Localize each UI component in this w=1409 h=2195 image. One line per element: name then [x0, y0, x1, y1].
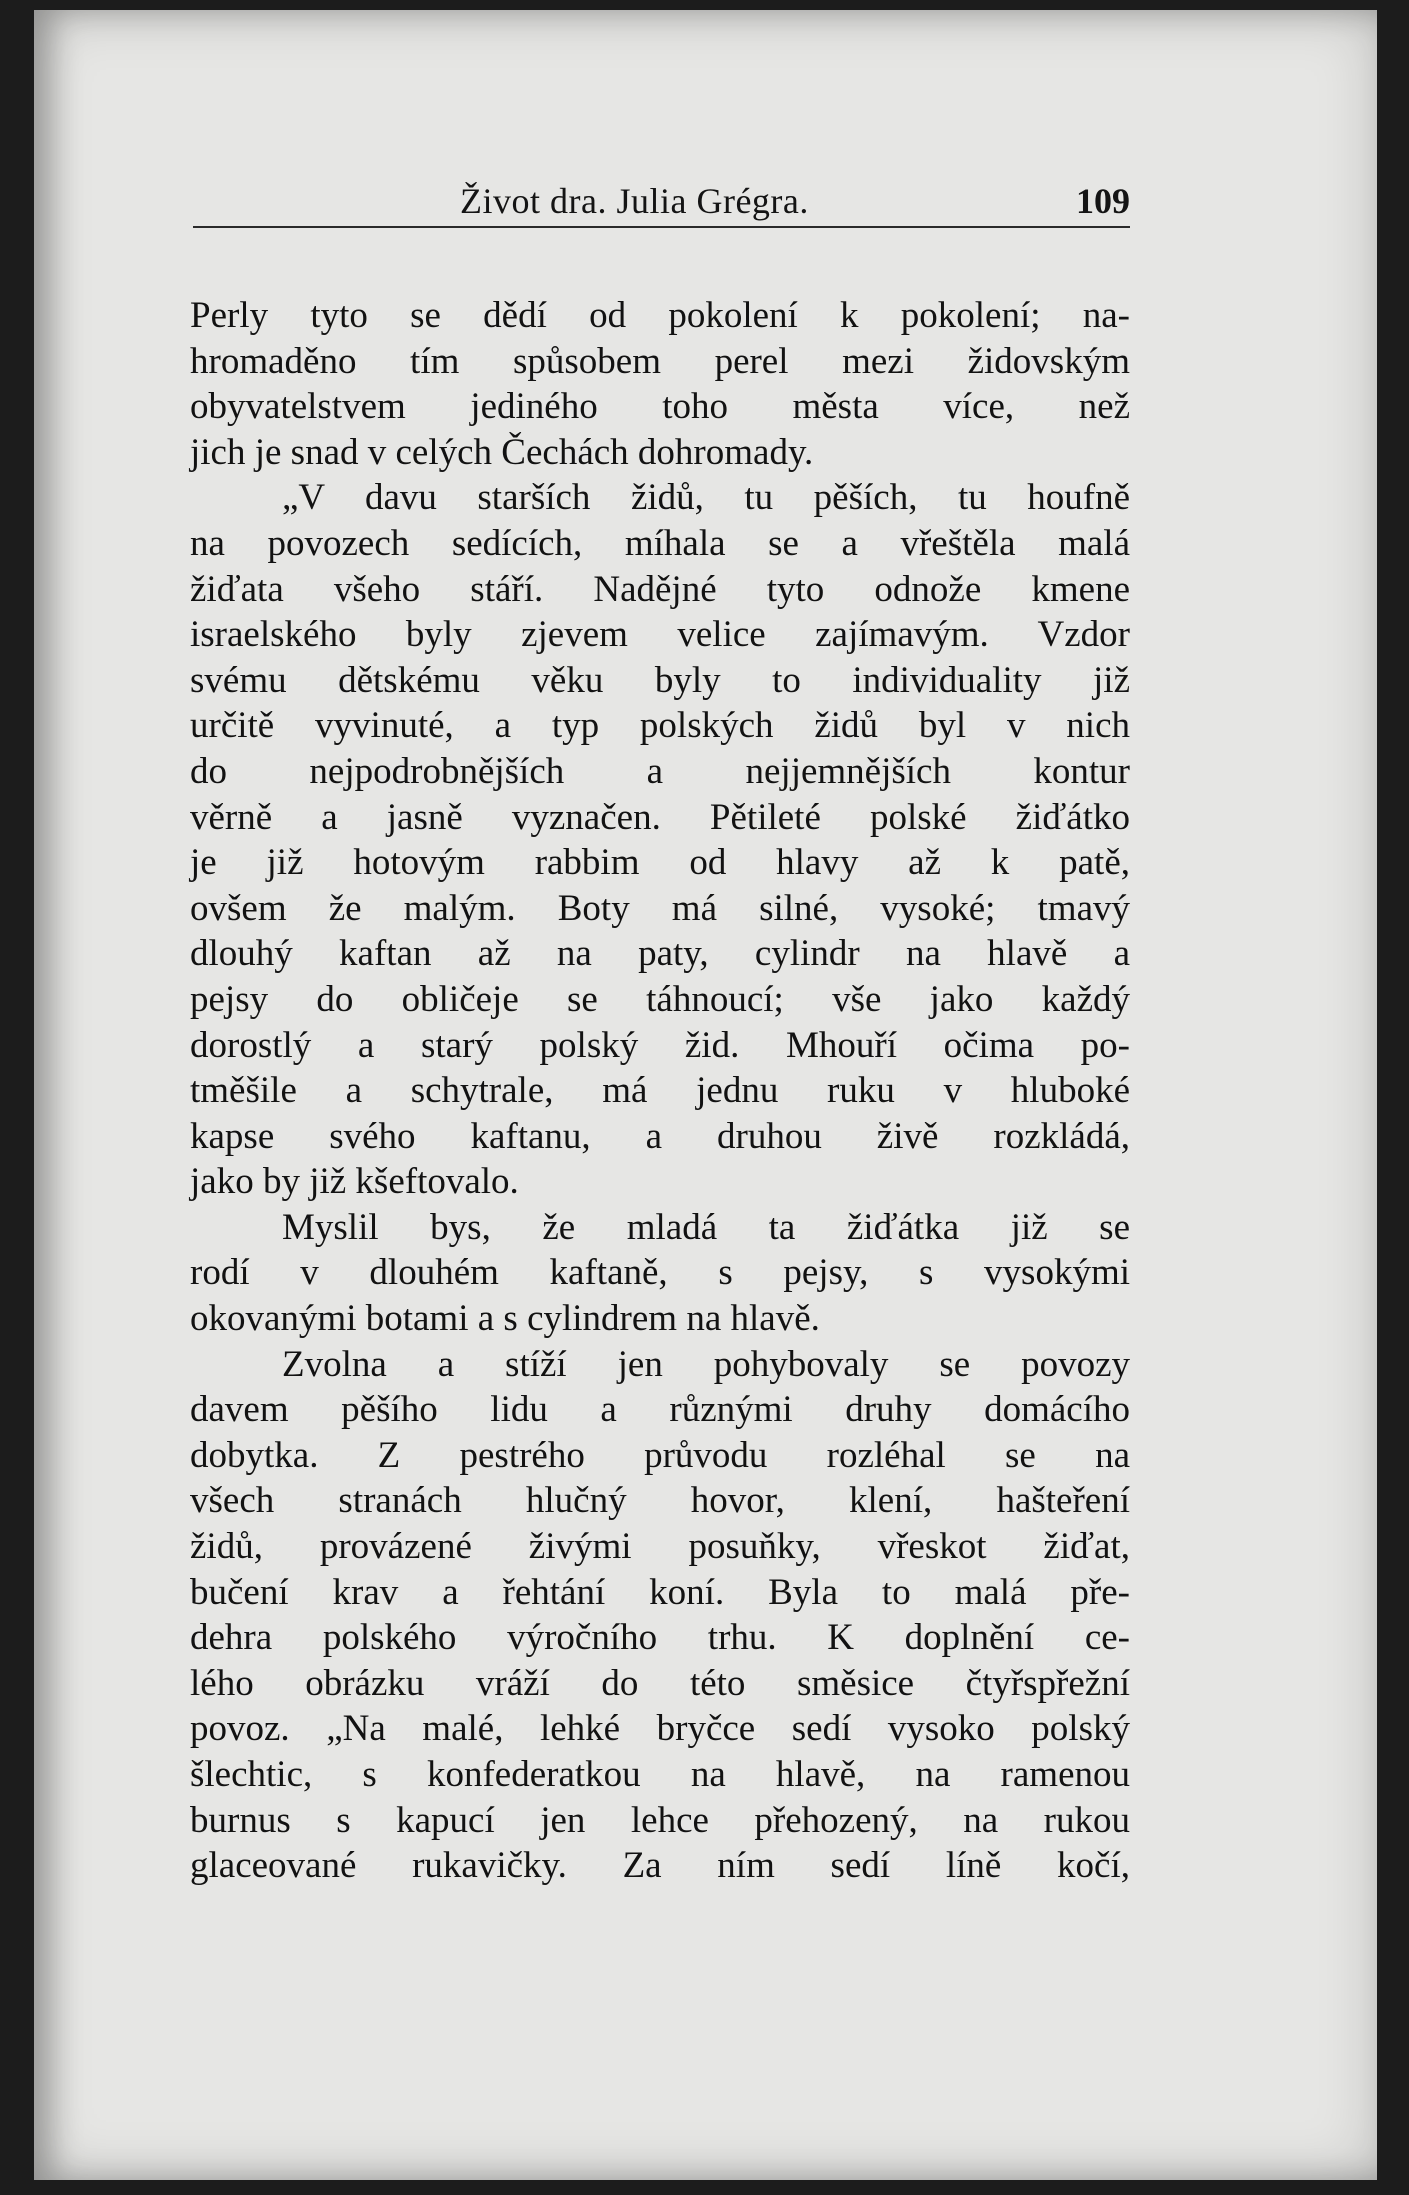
- text-line: dehra polského výročního trhu. K doplnění ce-: [190, 1617, 1130, 1659]
- text-line: je již hotovým rabbim od hlavy až k patě,: [190, 842, 1130, 884]
- text-line: lého obrázku vráží do této směsice čtyřspřežní: [190, 1662, 1130, 1704]
- text-line: tměšile a schytrale, má jednu ruku v hluboké: [190, 1070, 1130, 1112]
- body-text: [190, 293, 1130, 1889]
- running-head: [190, 180, 1130, 228]
- text-line: všech stranách hlučný hovor, klení, hašteření: [190, 1480, 1130, 1522]
- text-line: šlechtic, s konfederatkou na hlavě, na ramenou: [190, 1754, 1130, 1795]
- text-line: okovanými botami a s cylindrem na hlavě.: [190, 1298, 820, 1340]
- text-line: rodí v dlouhém kaftaně, s pejsy, s vysokými: [190, 1252, 1130, 1294]
- text-line: glaceované rukavičky. Za ním sedí líně kočí,: [190, 1845, 1130, 1887]
- text-line: Myslil bys, že mladá ta žiďátka již se: [282, 1206, 1130, 1248]
- text-line: israelského byly zjevem velice zajímavým. Vzdor: [190, 614, 1130, 656]
- text-line: bučení krav a řehtání koní. Byla to malá pře-: [190, 1571, 1130, 1613]
- text-line: dobytka. Z pestrého průvodu rozléhal se na: [190, 1434, 1130, 1476]
- header-rule: [193, 226, 1130, 228]
- text-line: jako by již kšeftovalo.: [190, 1161, 519, 1203]
- text-line: pejsy do obličeje se táhnoucí; vše jako každý: [190, 978, 1130, 1020]
- text-line: kapse svého kaftanu, a druhou živě rozkládá,: [190, 1115, 1130, 1157]
- text-line: jich je snad v celých Čechách dohromady.: [190, 431, 814, 473]
- text-line: hromaděno tím spůsobem perel mezi židovským: [190, 340, 1130, 382]
- text-line: „V davu starších židů, tu pěších, tu houfně: [282, 477, 1130, 519]
- text-line: Perly tyto se dědí od pokolení k pokolení; na-: [190, 295, 1130, 336]
- text-line: židů, provázené živými posuňky, vřeskot žiďat,: [190, 1526, 1130, 1568]
- text-line: svému dětskému věku byly to individuality již: [190, 659, 1130, 701]
- text-line: na povozech sedících, míhala se a vřeštěla malá: [190, 522, 1130, 564]
- text-line: určitě vyvinuté, a typ polských židů byl v nich: [190, 705, 1130, 747]
- text-line: burnus s kapucí jen lehce přehozený, na rukou: [190, 1799, 1130, 1841]
- text-line: obyvatelstvem jediného toho města více, než: [190, 386, 1130, 428]
- text-line: věrně a jasně vyznačen. Pětileté polské žiďátko: [190, 796, 1130, 838]
- text-line: do nejpodrobnějších a nejjemnějších kontur: [190, 750, 1130, 792]
- text-line: povoz. „Na malé, lehké bryčce sedí vysoko polský: [190, 1708, 1130, 1750]
- text-line: Zvolna a stíží jen pohybovaly se povozy: [282, 1343, 1130, 1385]
- text-line: dorostlý a starý polský žid. Mhouří očima po-: [190, 1024, 1130, 1066]
- running-title: Život dra. Julia Grégra.: [460, 181, 809, 221]
- text-line: ovšem že malým. Boty má silné, vysoké; tmavý: [190, 887, 1130, 929]
- text-line: dlouhý kaftan až na paty, cylindr na hlavě a: [190, 933, 1130, 975]
- page-number: 109: [1076, 181, 1130, 221]
- text-line: davem pěšího lidu a různými druhy domácího: [190, 1389, 1130, 1431]
- text-line: žiďata všeho stáří. Nadějné tyto odnože kmene: [190, 568, 1130, 610]
